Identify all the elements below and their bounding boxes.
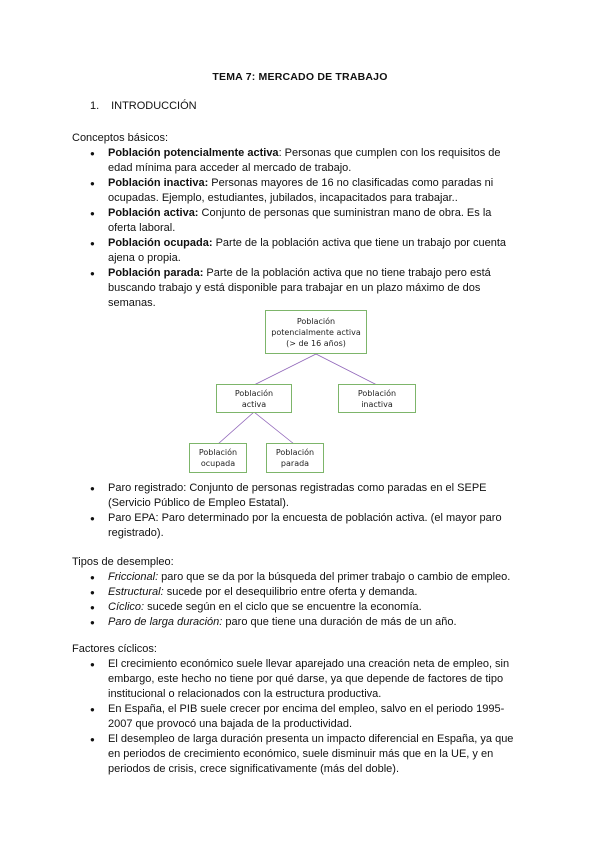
- list-item: ● En España, el PIB suele crecer por encima del empleo, salvo en el periodo 1995-2007 que provocó una bajada de la productividad.: [0, 702, 600, 732]
- diagram-box-ocupada: [189, 443, 247, 473]
- definition: sucede según en el ciclo que se encuentre la economía.: [144, 601, 422, 613]
- definition: Personas que cumplen con los requisitos de edad mínima para acceder al mercado de trabajo.: [108, 147, 501, 174]
- list-item: [0, 585, 600, 600]
- section-label: INTRODUCCIÓN: [111, 100, 197, 112]
- tipos-label: Tipos de desempleo:: [72, 556, 174, 568]
- term: Friccional:: [108, 571, 159, 583]
- factores-label: Factores cíclicos:: [72, 643, 157, 655]
- connector-root-inactiva: [316, 354, 377, 385]
- list-item: ● El desempleo de larga duración presenta un impacto diferencial en España, ya que en periodos de crecimiento económico, suele disminuir más que en la UE, y en periodos de crisis, crece significativamente (más del doble).: [0, 732, 600, 777]
- box-label: Población inactiva: [357, 388, 397, 409]
- definition: paro que se da por la búsqueda del primer trabajo o cambio de empleo.: [158, 571, 511, 583]
- tipos-list: [0, 570, 600, 630]
- term: Población ocupada:: [108, 237, 213, 249]
- definition: Parte de la población activa que no tiene trabajo pero está buscando trabajo y está disponible para trabajar en un plazo máximo de dos semanas.: [108, 267, 491, 309]
- paro-list: [0, 481, 600, 541]
- term-sep: :: [278, 147, 282, 159]
- diagram-box-parada: [266, 443, 324, 473]
- definition: sucede por el desequilibrio entre oferta y demanda.: [163, 586, 418, 598]
- connector-activa-parada: [254, 412, 294, 444]
- connector-root-activa: [254, 354, 316, 385]
- page-title: TEMA 7: MERCADO DE TRABAJO: [212, 71, 388, 83]
- term: Población activa:: [108, 207, 199, 219]
- term: Población potencialmente activa: [108, 147, 279, 159]
- definition: Conjunto de personas que suministran mano de obra. Es la oferta laboral.: [108, 207, 492, 234]
- box-label: Población potencialmente activa (> de 16 años): [271, 316, 361, 348]
- box-label: Población parada: [275, 448, 315, 468]
- term: Población parada:: [108, 267, 204, 279]
- section-number: 1.: [90, 100, 100, 112]
- box-label: Población activa: [234, 388, 274, 409]
- factores-list: [0, 657, 600, 777]
- definition: Parte de la población activa que tiene un trabajo por cuenta ajena o propia.: [108, 237, 507, 264]
- box-label: Población ocupada: [198, 448, 238, 468]
- diagram-box-inactiva: [338, 384, 416, 413]
- list-item: [0, 600, 600, 615]
- list-item: [0, 615, 600, 630]
- term: Población inactiva:: [108, 177, 209, 189]
- definition: Personas mayores de 16 no clasificadas como paradas ni ocupadas. Ejemplo, estudiantes, jubilados, incapacitados para trabajar..: [108, 177, 494, 204]
- conceptos-label: Conceptos básicos:: [72, 132, 168, 144]
- diagram-box-activa: [216, 384, 292, 413]
- connector-activa-ocupada: [218, 412, 254, 444]
- term: Estructural:: [108, 586, 164, 598]
- term: Paro de larga duración:: [108, 616, 223, 628]
- list-item: [0, 570, 600, 585]
- list-item: ● El crecimiento económico suele llevar aparejado una creación neta de empleo, sin embargo, este hecho no tiene por qué darse, ya que depende de factores de tipo institucional o relacionados con la estructura productiva.: [0, 657, 600, 702]
- term: Cíclico:: [108, 601, 145, 613]
- list-item: ● Paro registrado: Conjunto de personas registradas como paradas en el SEPE (Servicio Público de Empleo Estatal).: [0, 481, 600, 511]
- list-item: ● Paro EPA: Paro determinado por la encuesta de población activa. (el mayor paro registrado).: [0, 511, 600, 541]
- diagram-box-potencialmente-activa: [265, 310, 367, 354]
- definition: paro que tiene una duración de más de un año.: [222, 616, 457, 628]
